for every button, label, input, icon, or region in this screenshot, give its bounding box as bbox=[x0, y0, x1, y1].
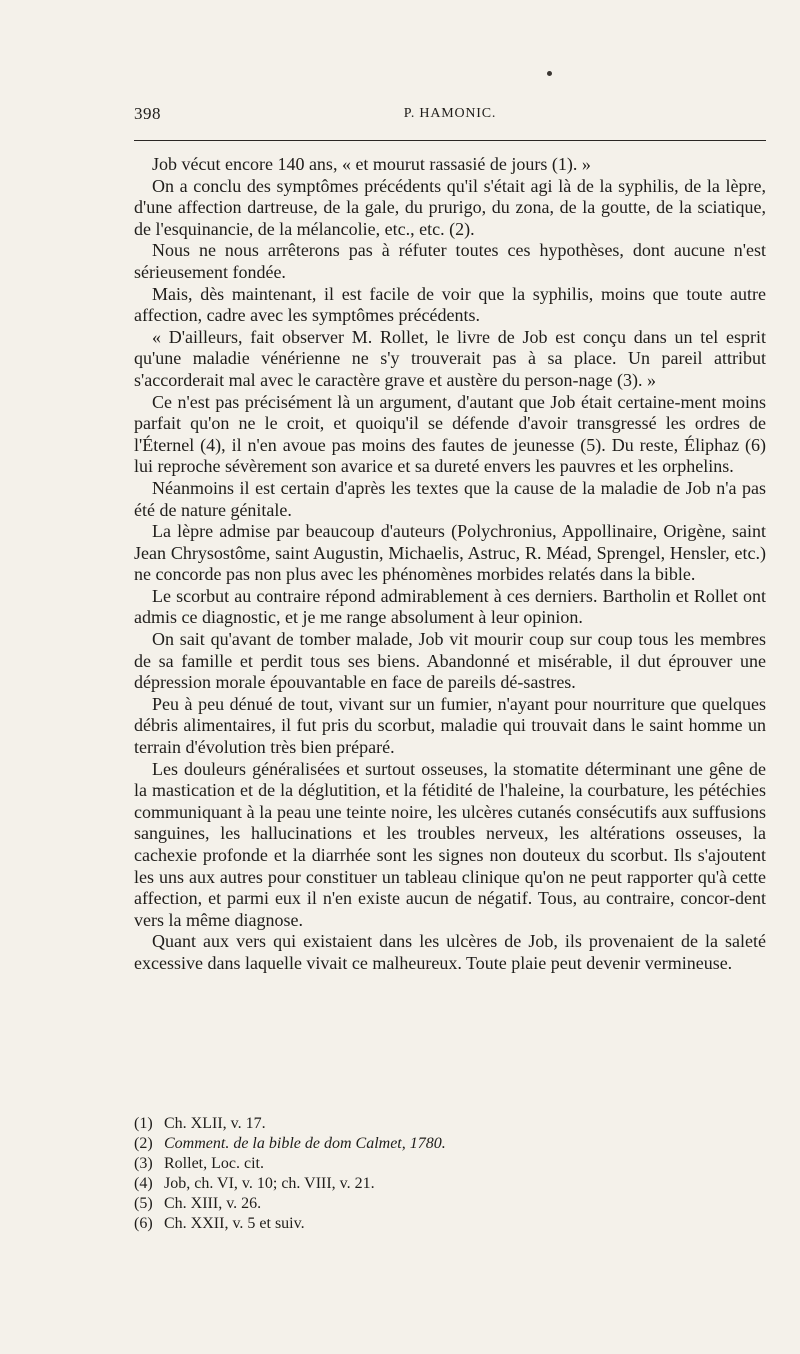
paragraph: Les douleurs généralisées et surtout osseuses, la stomatite déterminant une gêne de la mastication et de la déglutition, et la fétidité de l'haleine, la courbature, les pétéchies communiquant à la peau une teinte noire, les ulcères cutanés consécutifs aux suffusions sanguines, les hallucinations et les troubles nerveux, les altérations osseuses, la cachexie profonde et la diarrhée sont les signes non douteux du scorbut. Ils s'ajoutent les uns aux autres pour constituer un tableau clinique qu'on ne peut rapporter qu'à cette affection, et parmi eux il n'en existe aucun de négatif. Tous, au contraire, concor-dent vers la même diagnose. bbox=[134, 758, 766, 930]
paragraph: Job vécut encore 140 ans, « et mourut rassasié de jours (1). » bbox=[152, 154, 591, 174]
printer-mark bbox=[547, 71, 552, 76]
footnote-number: (4) bbox=[134, 1175, 153, 1192]
footnote-number: (2) bbox=[134, 1135, 153, 1152]
paragraph: Mais, dès maintenant, il est facile de voir que la syphilis, moins que toute autre affection, cadre avec les symptômes précédents. bbox=[134, 283, 766, 326]
footnotes bbox=[134, 1114, 766, 1234]
paragraph: Ce n'est pas précisément là un argument, d'autant que Job était certaine-ment moins parfait qu'on ne le croit, et quoiqu'il se défende d'avoir transgressé les ordres de l'Éternel (4), il n'en avoue pas moins des fautes de jeunesse (5). Du reste, Éliphaz (6) lui reproche sévèrement son avarice et sa dureté envers les pauvres et les orphelins. bbox=[134, 391, 766, 477]
running-head: P. HAMONIC. bbox=[403, 106, 497, 121]
paragraph: Quant aux vers qui existaient dans les ulcères de Job, ils provenaient de la saleté excessive dans laquelle vivait ce malheureux. Toute plaie peut devenir vermineuse. bbox=[134, 931, 766, 973]
footnote bbox=[134, 1154, 766, 1174]
footnote bbox=[134, 1214, 766, 1234]
page-header bbox=[134, 104, 766, 130]
footnote-text: Ch. XXII, v. 5 et suiv. bbox=[164, 1215, 305, 1232]
footnote-text: Job, ch. VI, v. 10; ch. VIII, v. 21. bbox=[164, 1175, 375, 1192]
footnote-number: (5) bbox=[134, 1195, 153, 1212]
footnote-text: Ch. XIII, v. 26. bbox=[164, 1195, 262, 1212]
paragraph: Le scorbut au contraire répond admirablement à ces derniers. Bartholin et Rollet ont admis ce diagnostic, et je me range absolument à leur opinion. bbox=[134, 585, 766, 628]
paragraph: On sait qu'avant de tomber malade, Job vit mourir coup sur coup tous les membres de sa famille et perdit tous ses biens. Abandonné et misérable, il dut éprouver une dépression morale épouvantable en face de pareils dé-sastres. bbox=[134, 629, 766, 693]
paragraph: « D'ailleurs, fait observer M. Rollet, le livre de Job est conçu dans un tel esprit qu'une maladie vénérienne ne s'y trouverait pas à sa place. Un pareil attribut s'accorderait mal avec le caractère grave et austère du person-nage (3). » bbox=[134, 326, 766, 390]
paragraph: La lèpre admise par beaucoup d'auteurs (Polychronius, Appollinaire, Origène, saint Jean Chrysostôme, saint Augustin, Michaelis, Astruc, R. Méad, Sprengel, Hensler, etc.) ne concorde pas non plus avec les phénomènes morbides relatés dans la bible. bbox=[134, 521, 766, 585]
paragraph: On a conclu des symptômes précédents qu'il s'était agi là de la syphilis, de la lèpre, d'une affection dartreuse, de la gale, du prurigo, du zona, de la goutte, de la sciatique, de l'esquinancie, de la mélancolie, etc., etc. (2). bbox=[134, 175, 766, 239]
footnote-text: Ch. XLII, v. 17. bbox=[164, 1115, 266, 1132]
footnote-number: (3) bbox=[134, 1155, 153, 1172]
footnote bbox=[134, 1134, 766, 1154]
paragraph: Peu à peu dénué de tout, vivant sur un fumier, n'ayant pour nourriture que quelques débris alimentaires, il fut pris du scorbut, maladie qui trouvait dans le saint homme un terrain d'évolution très bien préparé. bbox=[134, 693, 766, 758]
footnote-number: (1) bbox=[134, 1115, 153, 1132]
footnote-number: (6) bbox=[134, 1215, 153, 1232]
header-rule bbox=[134, 140, 766, 141]
page-number: 398 bbox=[134, 104, 161, 123]
paragraph: Néanmoins il est certain d'après les textes que la cause de la maladie de Job n'a pas été de nature génitale. bbox=[134, 477, 766, 520]
footnote bbox=[134, 1114, 766, 1134]
body-text bbox=[134, 154, 766, 975]
footnote bbox=[134, 1174, 766, 1194]
paragraph: Nous ne nous arrêterons pas à réfuter toutes ces hypothèses, dont aucune n'est sérieusement fondée. bbox=[134, 240, 766, 282]
footnote-text: Comment. de la bible de dom Calmet, 1780. bbox=[164, 1135, 446, 1152]
footnote bbox=[134, 1194, 766, 1214]
footnote-text: Rollet, Loc. cit. bbox=[164, 1155, 264, 1172]
